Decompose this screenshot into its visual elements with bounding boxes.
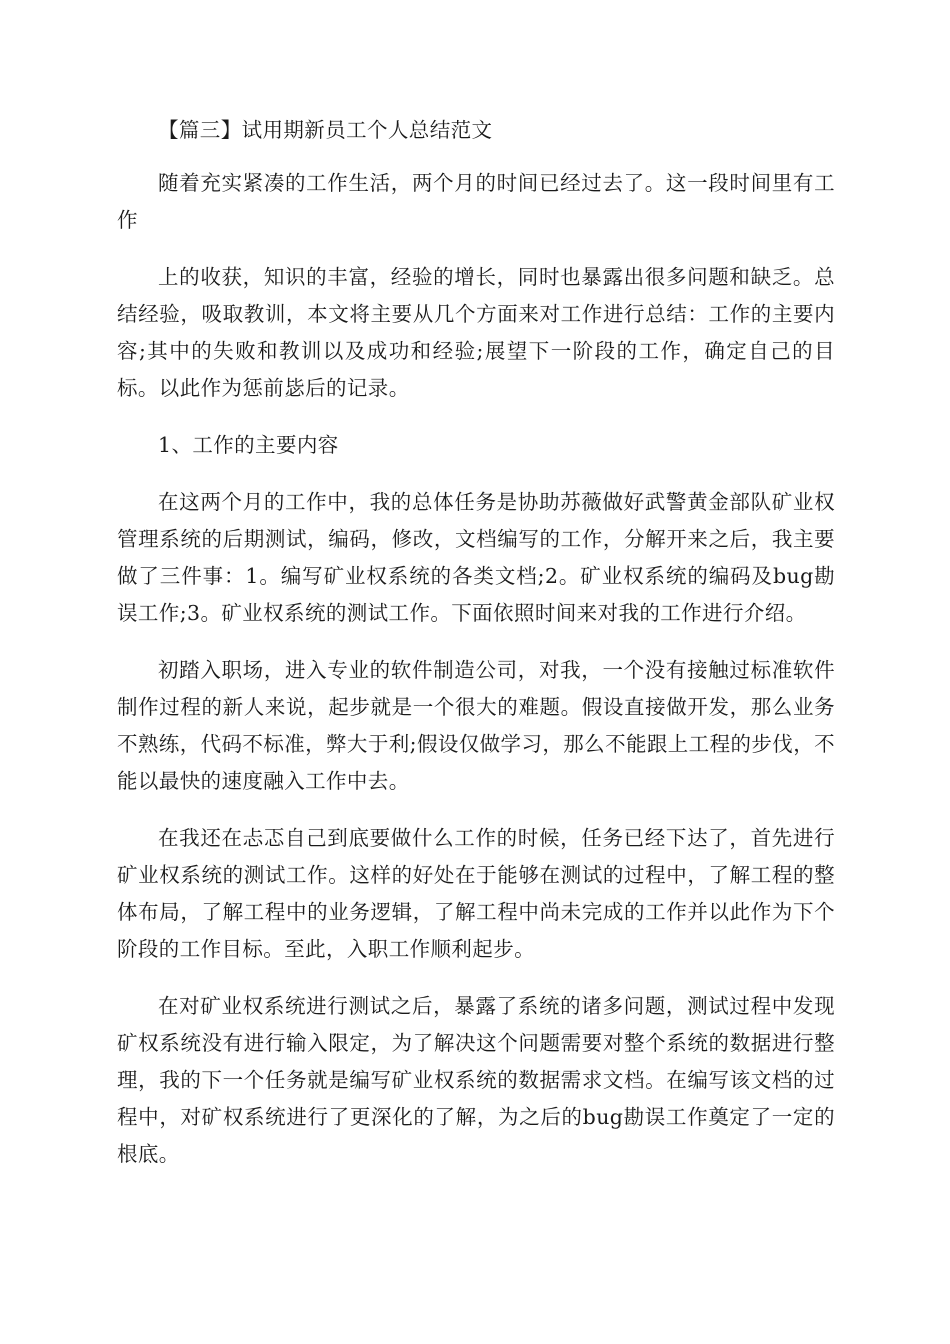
document-body — [117, 112, 835, 1193]
paragraph-start: 初踏入职场，进入专业的软件制造公司，对我，一个没有接触过标准软件制作过程的新人来说，起步就是一个很大的难题。假设直接做开发，那么业务不熟练，代码不标准，弊大于利;假设仅做学习，那么不能跟上工程的步伐，不能以最快的速度融入工作中去。 — [117, 658, 835, 793]
document-title: 【篇三】试用期新员工个人总结范文 — [158, 118, 493, 142]
section-heading-main-work: 1、工作的主要内容 — [158, 433, 339, 457]
paragraph-summary: 上的收获，知识的丰富，经验的增长，同时也暴露出很多问题和缺乏。总结经验，吸取教训，本文将主要从几个方面来对工作进行总结：工作的主要内容;其中的失败和教训以及成功和经验;展望下一阶段的工作，确定自己的目标。以此作为惩前毖后的记录。 — [117, 265, 835, 400]
paragraph-testing: 在我还在忐忑自己到底要做什么工作的时候，任务已经下达了，首先进行矿业权系统的测试工作。这样的好处在于能够在测试的过程中，了解工程的整体布局，了解工程中的业务逻辑，了解工程中尚未完成的工作并以此作为下个阶段的工作目标。至此，入职工作顺利起步。 — [117, 826, 835, 961]
paragraph-docs: 在对矿业权系统进行测试之后，暴露了系统的诸多问题，测试过程中发现矿权系统没有进行输入限定，为了解决这个问题需要对整个系统的数据进行整理，我的下一个任务就是编写矿业权系统的数据需求文档。在编写该文档的过程中，对矿权系统进行了更深化的了解，为之后的bug勘误工作奠定了一定的根底。 — [117, 994, 835, 1166]
paragraph-intro: 随着充实紧凑的工作生活，两个月的时间已经过去了。这一段时间里有工作 — [117, 171, 835, 232]
paragraph-tasks: 在这两个月的工作中，我的总体任务是协助苏薇做好武警黄金部队矿业权管理系统的后期测试，编码，修改，文档编写的工作，分解开来之后，我主要做了三件事：1。编写矿业权系统的各类文档;2。矿业权系统的编码及bug勘误工作;3。矿业权系统的测试工作。下面依照时间来对我的工作进行介绍。 — [117, 490, 835, 625]
